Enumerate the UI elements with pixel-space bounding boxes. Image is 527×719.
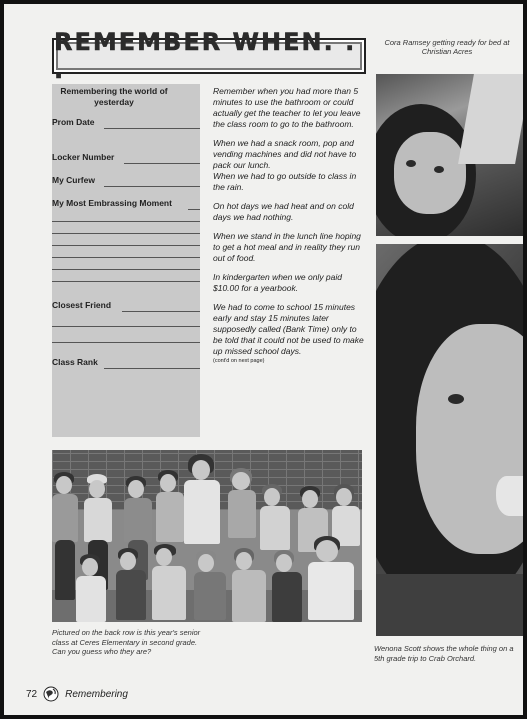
prom-date-line	[104, 128, 200, 129]
form-heading: Remembering the world of yesterday	[60, 86, 168, 107]
memory-paragraph: In kindergarten when we only paid $10.00 for a yearbook.	[213, 272, 342, 293]
memories-column	[213, 86, 366, 367]
memory-paragraph: Remember when you had more than 5 minutes to use the bathroom or could actually get the teacher to let you leave the class room to go to the bathroom.	[213, 86, 361, 129]
class-rank-label: Class Rank	[52, 357, 98, 367]
photo-girl-tongue	[376, 244, 523, 636]
blank-line	[52, 342, 200, 343]
blank-line	[52, 269, 200, 270]
memory-paragraph: On hot days we had heat and on cold days we had nothing.	[213, 201, 354, 222]
section-name: Remembering	[65, 688, 128, 700]
photo-shape	[448, 394, 464, 404]
photo-shape	[376, 574, 523, 636]
photo-shape	[458, 74, 523, 164]
memory-paragraph: When we had a snack room, pop and vending machines and did not have to pack our lunch.	[213, 138, 357, 170]
embarrassing-moment-line	[188, 209, 200, 210]
closest-friend-label: Closest Friend	[52, 300, 112, 310]
photo-shape	[394, 132, 466, 214]
prom-date-label: Prom Date	[52, 117, 95, 127]
embarrassing-moment-label: My Most Embrassing Moment	[52, 198, 172, 208]
class-photo-caption: Pictured on the back row is this year's senior class at Ceres Elementary in second grade. Can you guess who they are?	[52, 628, 201, 656]
locker-number-line	[124, 163, 200, 164]
photo-girl-bedtime	[376, 74, 523, 236]
page-title: REMEMBER WHEN. . .	[54, 28, 357, 84]
blank-line	[52, 257, 200, 258]
tongue-photo-caption: Wenona Scott shows the whole thing on a 5th grade trip to Crab Orchard.	[374, 644, 514, 663]
yearbook-page	[4, 4, 523, 715]
class-rank-line	[104, 368, 200, 369]
photo-shape	[406, 160, 416, 167]
page-footer	[26, 684, 128, 704]
top-photo-caption: Cora Ramsey getting ready for bed at Christian Acres	[384, 38, 510, 56]
curfew-label: My Curfew	[52, 175, 95, 185]
blank-line	[52, 221, 200, 222]
photo-shape	[434, 166, 444, 173]
continued-note: (cont'd on next page)	[213, 358, 265, 364]
blank-line	[52, 281, 200, 282]
memory-form	[52, 84, 200, 437]
photo-shape	[496, 476, 523, 516]
page-number: 72	[26, 688, 38, 700]
closest-friend-line	[122, 311, 200, 312]
memory-paragraph: When we stand in the lunch line hoping to get a hot meal and in reality they run out of food.	[213, 231, 361, 263]
globe-icon	[43, 686, 59, 702]
locker-number-label: Locker Number	[52, 152, 115, 162]
memory-paragraph: When we had to go outside to class in the rain.	[213, 171, 357, 192]
title-banner	[52, 28, 366, 84]
blank-line	[52, 326, 200, 327]
memory-paragraph: We had to come to school 15 minutes early and stay 15 minutes later supposedly called (Bank Time) only to be told that it could not be used to make up missed school days.	[213, 302, 364, 356]
photo-shape	[416, 324, 523, 554]
blank-line	[52, 245, 200, 246]
blank-line	[52, 233, 200, 234]
curfew-line	[104, 186, 200, 187]
photo-class-group	[52, 450, 362, 622]
